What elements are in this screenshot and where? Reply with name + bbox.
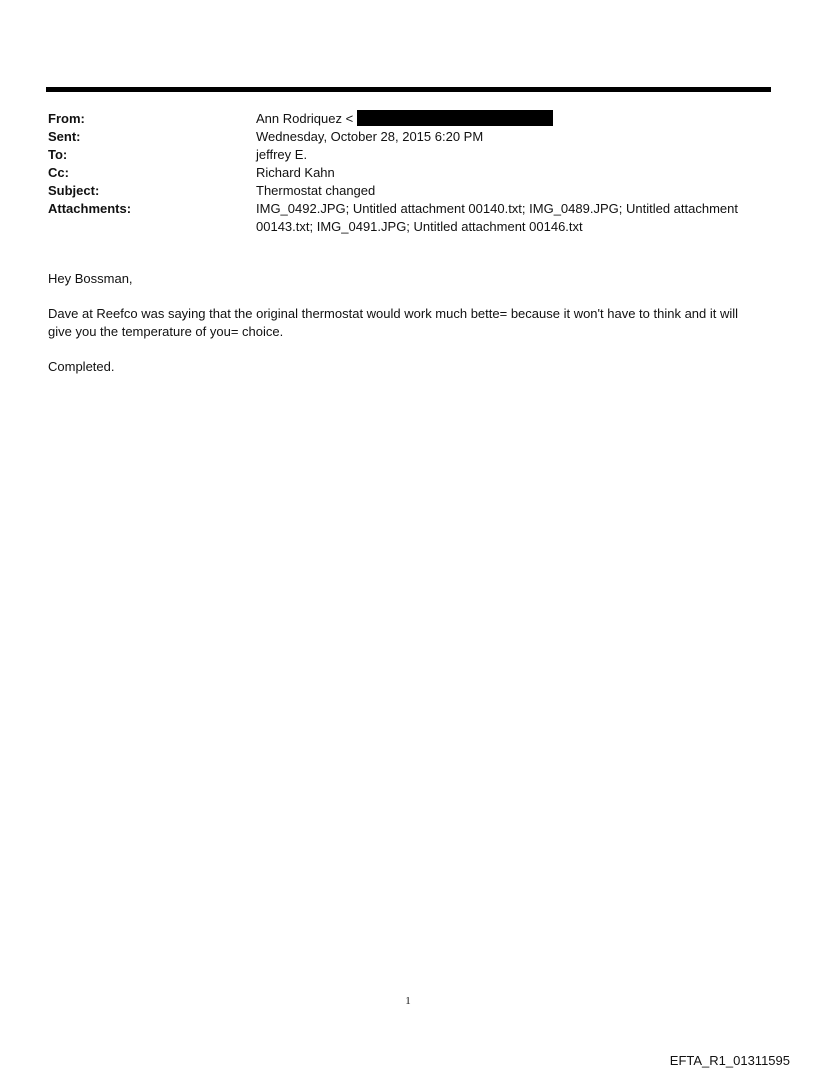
subject-row [48,182,768,200]
sent-label: Sent: [48,129,81,144]
sent-row [48,128,768,146]
attachments-value: IMG_0492.JPG; Untitled attachment 00140.txt; IMG_0489.JPG; Untitled attachment 00143.txt; IMG_0491.JPG; Untitled attachment 00146.txt [256,201,738,234]
email-header [48,110,768,236]
from-label: From: [48,111,85,126]
greeting: Hey Bossman, [48,271,133,286]
header-rule [46,87,771,92]
from-row [48,110,768,128]
cc-label: Cc: [48,165,69,180]
from-value-wrap [256,110,768,128]
closing: Completed. [48,359,115,374]
subject-label: Subject: [48,183,100,198]
subject-value: Thermostat changed [256,183,376,198]
to-row [48,146,768,164]
cc-row [48,164,768,182]
from-value: Ann Rodriquez < [256,111,354,126]
attachments-row [48,200,768,236]
to-value: jeffrey E. [256,147,308,162]
page-number: 1 [405,995,411,1007]
email-body [48,270,758,393]
to-label: To: [48,147,68,162]
redaction-block [357,110,553,126]
attachments-label: Attachments: [48,201,132,216]
body-paragraph: Dave at Reefco was saying that the original thermostat would work much bette= because it won't have to think and it will give you the temperature of you= choice. [48,306,739,339]
cc-value: Richard Kahn [256,165,335,180]
sent-value: Wednesday, October 28, 2015 6:20 PM [256,129,484,144]
bates-number: EFTA_R1_01311595 [669,1053,790,1068]
